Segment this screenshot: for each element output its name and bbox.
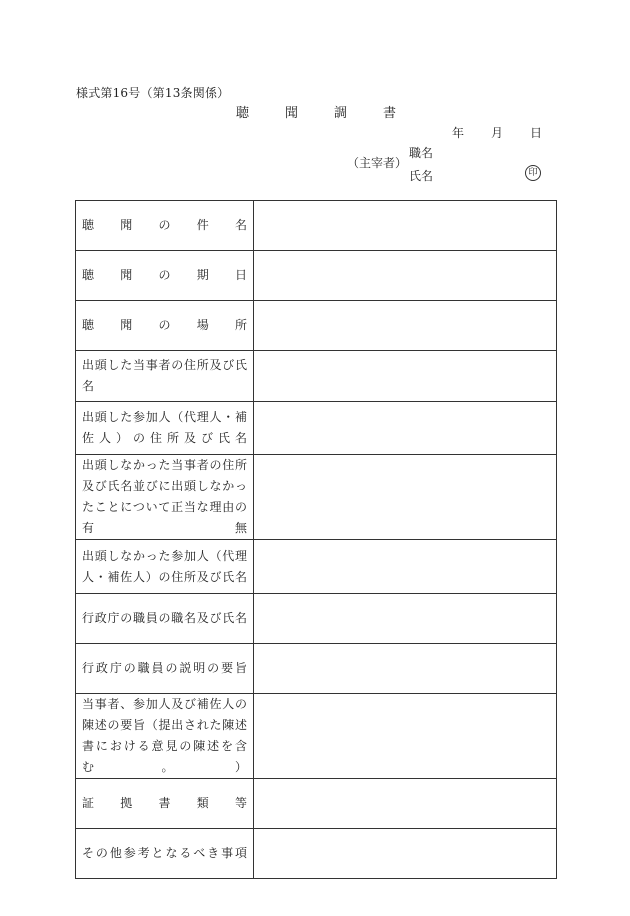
row-value-field[interactable] (254, 351, 557, 402)
row-label-char: の (158, 268, 171, 282)
title-char-3: 調 (333, 106, 347, 121)
row-label (82, 265, 247, 286)
row-value-field[interactable] (254, 540, 557, 594)
row-label-cell (76, 201, 254, 251)
row-label-char: 聞 (120, 218, 133, 232)
date-year-label: 年 (452, 126, 465, 140)
row-value-field[interactable] (254, 402, 557, 455)
row-label-cell (76, 351, 254, 402)
row-label: 出頭しなかった参加人（代理人・補佐人）の住所及び氏名 (82, 548, 247, 584)
row-label-char: の (158, 318, 171, 332)
row-label-char: 聞 (120, 268, 133, 282)
row-label-char: 聞 (120, 318, 133, 332)
row-label-cell (76, 540, 254, 594)
date-line (452, 124, 542, 141)
row-value-field[interactable] (254, 694, 557, 779)
row-label-cell (76, 594, 254, 644)
record-row (76, 540, 557, 594)
row-value-field[interactable] (254, 644, 557, 694)
document-title (236, 102, 396, 121)
title-char-4: 書 (382, 106, 396, 121)
record-row (76, 455, 557, 540)
row-label-char: 聴 (82, 318, 95, 332)
row-label-cell (76, 301, 254, 351)
row-label-char: 名 (234, 218, 247, 232)
row-label: 当事者、参加人及び補佐人の陳述の要旨（提出された陳述書における意見の陳述を含む。） (82, 697, 247, 774)
row-label-char: 拠 (120, 796, 133, 810)
row-label-cell (76, 644, 254, 694)
date-month-label: 月 (490, 126, 503, 140)
row-label-char: 書 (158, 796, 171, 810)
date-day-label: 日 (529, 126, 542, 140)
row-label-cell (76, 402, 254, 455)
record-row (76, 301, 557, 351)
title-char-1: 聴 (236, 106, 250, 121)
row-label-char: 件 (196, 218, 209, 232)
form-number: 様式第16号（第13条関係） (76, 86, 230, 100)
row-label-cell (76, 251, 254, 301)
record-row (76, 351, 557, 402)
row-value-field[interactable] (254, 251, 557, 301)
presider-label: （主宰者） (347, 156, 408, 170)
row-label-char: 等 (234, 796, 247, 810)
record-row (76, 594, 557, 644)
row-label-char: 場 (196, 318, 209, 332)
row-value-field[interactable] (254, 829, 557, 879)
record-row (76, 201, 557, 251)
row-label-cell (76, 779, 254, 829)
row-label-char: 聴 (82, 268, 95, 282)
row-value-field[interactable] (254, 301, 557, 351)
hearing-record-table (75, 200, 557, 879)
row-label-cell (76, 455, 254, 540)
record-row (76, 644, 557, 694)
title-char-2: 聞 (284, 106, 298, 121)
row-label: その他参考となるべき事項 (82, 846, 247, 860)
record-row (76, 829, 557, 879)
record-row (76, 779, 557, 829)
record-row (76, 402, 557, 455)
row-value-field[interactable] (254, 779, 557, 829)
row-label: 行政庁の職員の職名及び氏名 (82, 611, 247, 625)
row-label (82, 793, 247, 814)
row-label: 行政庁の職員の説明の要旨 (82, 661, 247, 675)
row-label-char: 証 (82, 796, 95, 810)
seal-mark: 印 (525, 165, 541, 181)
name-label: 氏名 (409, 169, 434, 183)
row-label (82, 215, 247, 236)
row-value-field[interactable] (254, 455, 557, 540)
row-label (82, 315, 247, 336)
row-value-field[interactable] (254, 594, 557, 644)
row-label: 出頭した当事者の住所及び氏名 (82, 358, 247, 393)
post-label: 職名 (409, 146, 434, 160)
row-value-field[interactable] (254, 201, 557, 251)
row-label-char: 期 (196, 268, 209, 282)
row-label-cell (76, 829, 254, 879)
row-label-char: 所 (234, 318, 247, 332)
row-label-cell (76, 694, 254, 779)
record-row (76, 694, 557, 779)
record-row (76, 251, 557, 301)
row-label: 出頭しなかった当事者の住所及び氏名並びに出頭しなかったことについて正当な理由の有無 (82, 458, 247, 535)
row-label-char: 日 (234, 268, 247, 282)
row-label: 出頭した参加人（代理人・補佐人）の住所及び氏名 (82, 410, 247, 445)
row-label-char: 聴 (82, 218, 95, 232)
row-label-char: の (158, 218, 171, 232)
row-label-char: 類 (196, 796, 209, 810)
